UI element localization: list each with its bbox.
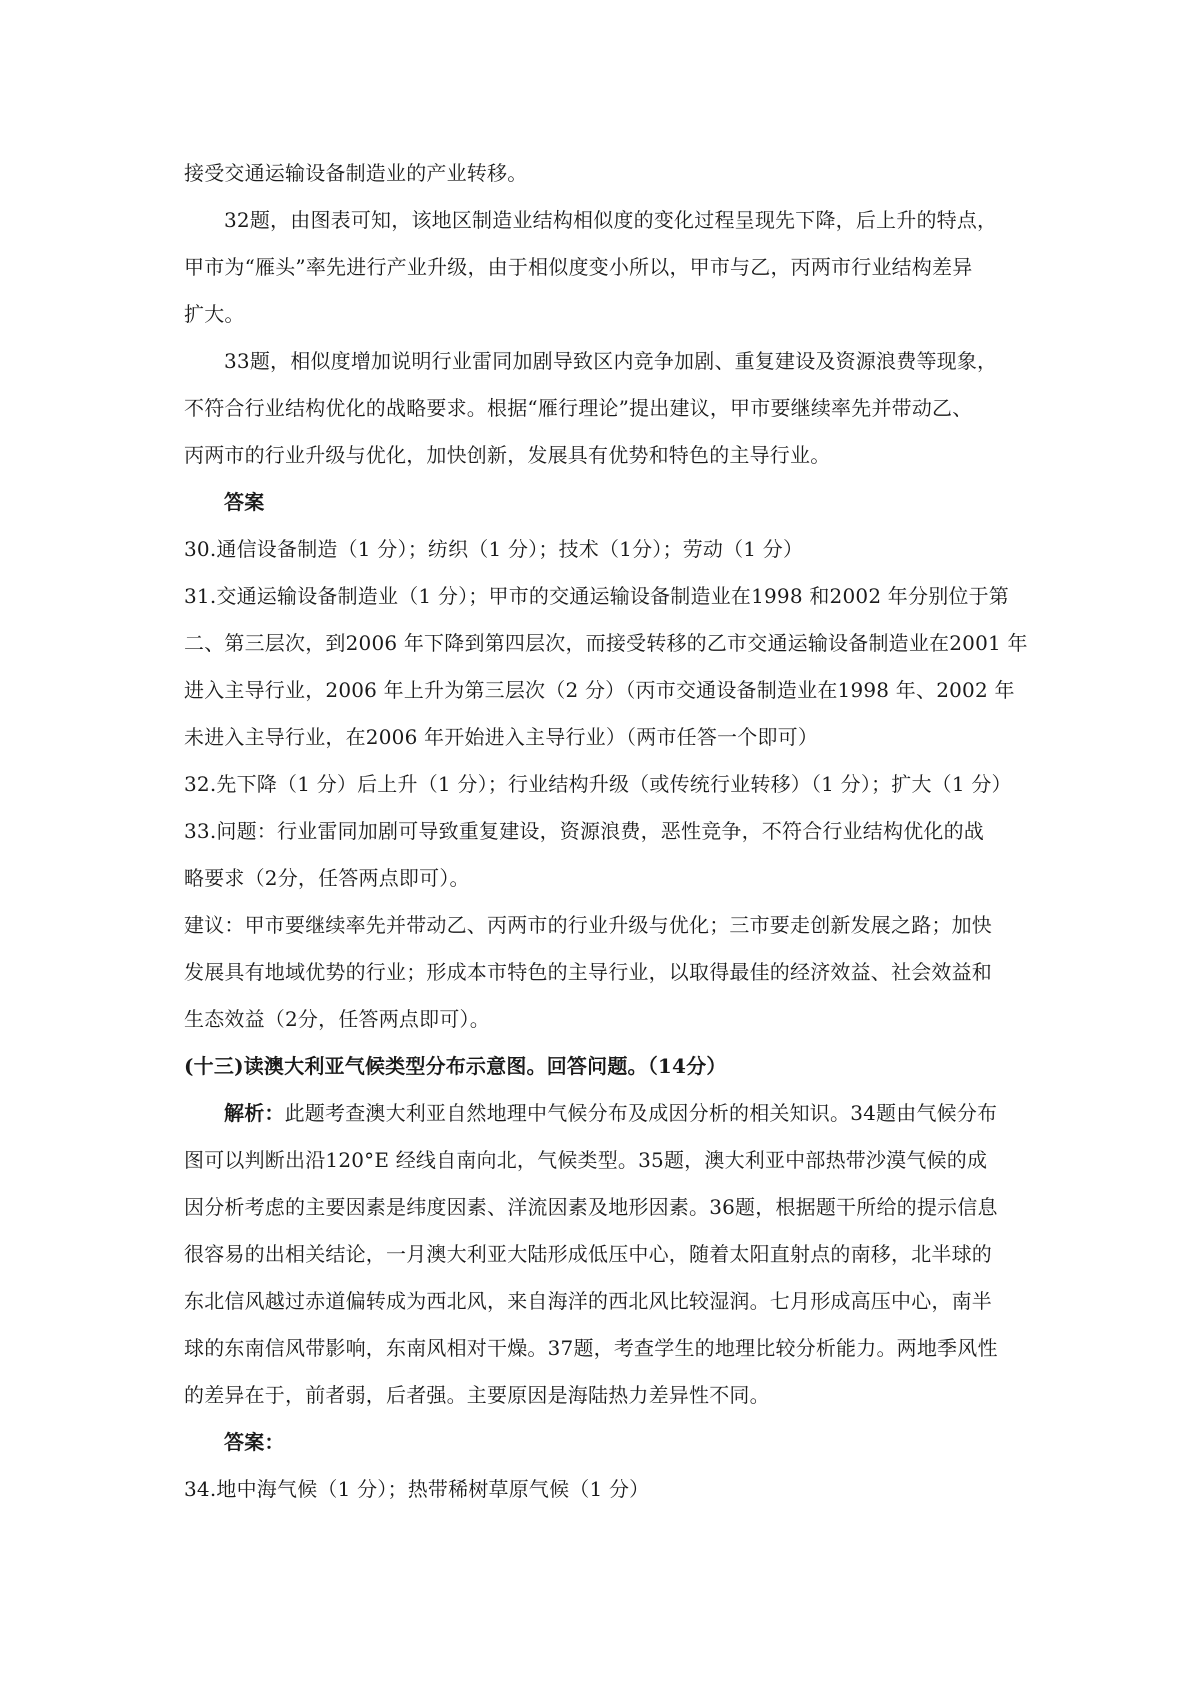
- analysis-line: 图可以判断出沿120°E 经线自南向北，气候类型。35题，澳大利亚中部热带沙漠气候的成: [184, 1148, 988, 1172]
- answer-line: 31.交通运输设备制造业（1 分）；甲市的交通运输设备制造业在1998 和2002 年分别位于第: [184, 584, 1009, 608]
- text-line: 接受交通运输设备制造业的产业转移。: [184, 161, 528, 185]
- answer-line: 未进入主导行业，在2006 年开始进入主导行业）（两市任答一个即可）: [184, 725, 819, 749]
- answer-heading: 答案：: [224, 1430, 285, 1454]
- answer-line: 进入主导行业，2006 年上升为第三层次（2 分）（丙市交通设备制造业在1998 年、2002 年: [184, 678, 1015, 702]
- analysis-line: 的差异在于，前者弱，后者强。主要原因是海陆热力差异性不同。: [184, 1383, 770, 1407]
- analysis-line: 很容易的出相关结论，一月澳大利亚大陆形成低压中心，随着太阳直射点的南移，北半球的: [184, 1242, 992, 1266]
- answer-heading: 答案: [224, 490, 265, 514]
- text-line: 32题，由图表可知，该地区制造业结构相似度的变化过程呈现先下降，后上升的特点，: [224, 208, 998, 232]
- analysis-line: 球的东南信风带影响，东南风相对干燥。37题，考查学生的地理比较分析能力。两地季风性: [184, 1336, 998, 1360]
- answer-line: 发展具有地域优势的行业；形成本市特色的主导行业，以取得最佳的经济效益、社会效益和: [184, 960, 992, 984]
- text-line: 丙两市的行业升级与优化，加快创新，发展具有优势和特色的主导行业。: [184, 443, 831, 467]
- answer-line: 略要求（2分，任答两点即可）。: [184, 866, 470, 890]
- answer-line: 生态效益（2分，任答两点即可）。: [184, 1007, 490, 1031]
- bold-prefix: 解析：: [224, 1101, 285, 1125]
- answer-line: 30.通信设备制造（1 分）；纺织（1 分）；技术（1分）；劳动（1 分）: [184, 537, 804, 561]
- text-line: 扩大。: [184, 302, 245, 326]
- text-line: 33题，相似度增加说明行业雷同加剧导致区内竞争加剧、重复建设及资源浪费等现象，: [224, 349, 998, 373]
- answer-line: 33.问题：行业雷同加剧可导致重复建设，资源浪费，恶性竞争，不符合行业结构优化的战: [184, 819, 985, 843]
- answer-line: 34.地中海气候（1 分）；热带稀树草原气候（1 分）: [184, 1477, 650, 1501]
- analysis-line: 解析：此题考查澳大利亚自然地理中气候分布及成因分析的相关知识。34题由气候分布: [224, 1101, 998, 1125]
- analysis-line: 因分析考虑的主要因素是纬度因素、洋流因素及地形因素。36题，根据题干所给的提示信息: [184, 1195, 998, 1219]
- text-line: 不符合行业结构优化的战略要求。根据“雁行理论”提出建议，甲市要继续率先并带动乙、: [184, 396, 973, 420]
- analysis-line: 东北信风越过赤道偏转成为西北风，来自海洋的西北风比较湿润。七月形成高压中心，南半: [184, 1289, 992, 1313]
- answer-line: 32.先下降（1 分）后上升（1 分）；行业结构升级（或传统行业转移）（1 分）；扩大（1 分）: [184, 772, 1012, 796]
- section-heading: (十三)读澳大利亚气候类型分布示意图。回答问题。（14分）: [184, 1054, 727, 1078]
- text-line: 甲市为“雁头”率先进行产业升级，由于相似度变小所以，甲市与乙，丙两市行业结构差异: [184, 255, 973, 279]
- answer-line: 二、第三层次，到2006 年下降到第四层次，而接受转移的乙市交通运输设备制造业在2001 年: [184, 631, 1028, 655]
- answer-line: 建议：甲市要继续率先并带动乙、丙两市的行业升级与优化；三市要走创新发展之路；加快: [184, 913, 992, 937]
- document-body: [184, 150, 1028, 1513]
